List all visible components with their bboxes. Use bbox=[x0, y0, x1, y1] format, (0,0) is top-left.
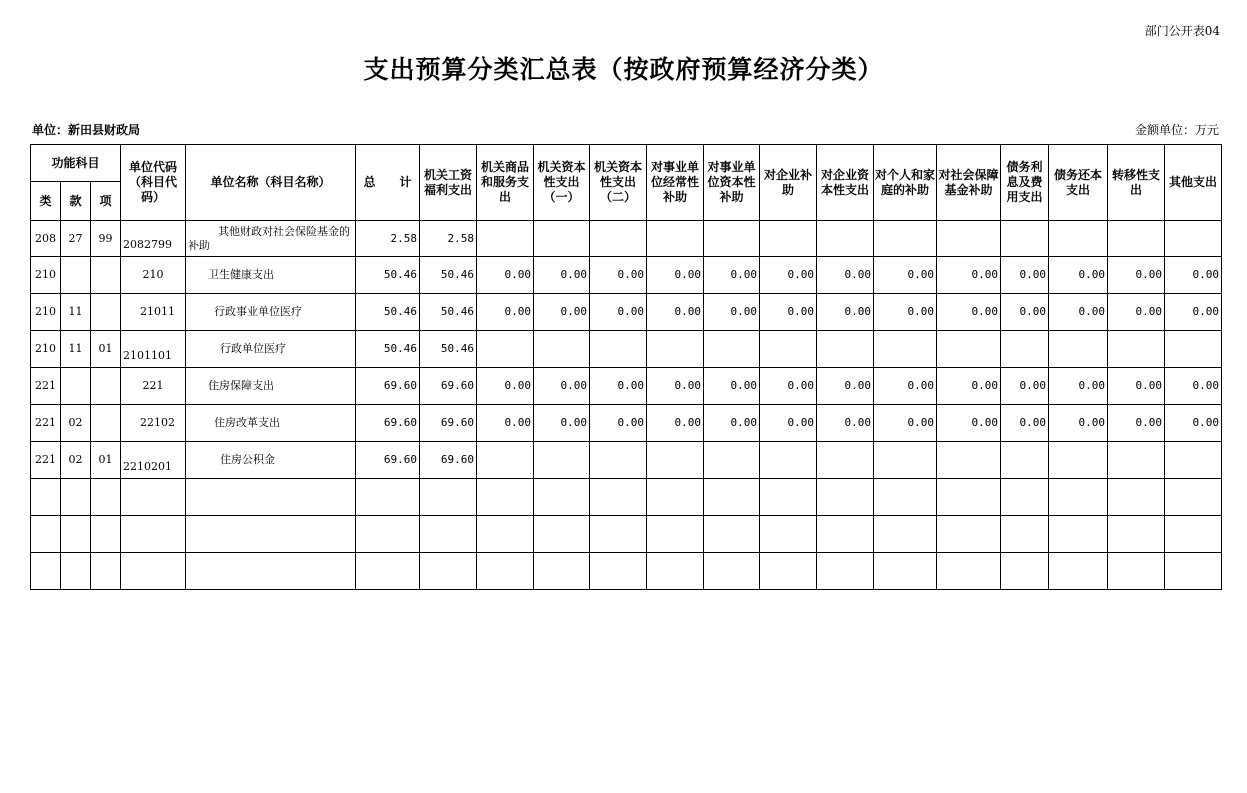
cell-code: 2101101 bbox=[121, 331, 186, 368]
cell-xiang: 01 bbox=[91, 331, 121, 368]
cell-c6: 0.00 bbox=[704, 294, 760, 331]
cell-c4: 0.00 bbox=[590, 405, 647, 442]
header-c5: 对事业单位经常性补助 bbox=[647, 145, 704, 221]
cell-c14 bbox=[1165, 442, 1222, 479]
cell-c14: 0.00 bbox=[1165, 368, 1222, 405]
cell-xiang: 01 bbox=[91, 442, 121, 479]
cell-c5 bbox=[647, 442, 704, 479]
cell-code: 22102 bbox=[121, 405, 186, 442]
header-kuan: 款 bbox=[61, 182, 91, 221]
header-total: 总 计 bbox=[356, 145, 420, 221]
cell-c12: 0.00 bbox=[1049, 257, 1108, 294]
cell-c8 bbox=[817, 221, 874, 257]
cell-total: 69.60 bbox=[356, 368, 420, 405]
cell-code: 2082799 bbox=[121, 221, 186, 257]
cell-c1: 69.60 bbox=[420, 405, 477, 442]
cell-c11: 0.00 bbox=[1001, 257, 1049, 294]
cell-xiang bbox=[91, 405, 121, 442]
cell-kuan: 02 bbox=[61, 442, 91, 479]
cell-c9 bbox=[874, 442, 937, 479]
cell-c4: 0.00 bbox=[590, 294, 647, 331]
cell-lei: 221 bbox=[31, 442, 61, 479]
cell-total: 69.60 bbox=[356, 442, 420, 479]
unit-label: 单位：新田县财政局 bbox=[32, 123, 141, 137]
header-c4: 机关资本性支出（二） bbox=[590, 145, 647, 221]
header-lei: 类 bbox=[31, 182, 61, 221]
cell-name-line2: 补助 bbox=[188, 238, 211, 252]
cell-c2: 0.00 bbox=[477, 405, 534, 442]
cell-c6 bbox=[704, 442, 760, 479]
cell-c11 bbox=[1001, 442, 1049, 479]
cell-kuan bbox=[61, 257, 91, 294]
cell-c1: 69.60 bbox=[420, 442, 477, 479]
cell-c3 bbox=[534, 442, 590, 479]
table-row-empty bbox=[31, 479, 1222, 516]
cell-c11 bbox=[1001, 221, 1049, 257]
cell-lei: 208 bbox=[31, 221, 61, 257]
table-row bbox=[31, 221, 1222, 257]
cell-name: 住房改革支出 bbox=[186, 405, 356, 442]
cell-c3: 0.00 bbox=[534, 294, 590, 331]
cell-total: 50.46 bbox=[356, 257, 420, 294]
cell-c12 bbox=[1049, 221, 1108, 257]
header-c9: 对个人和家庭的补助 bbox=[874, 145, 937, 221]
cell-xiang bbox=[91, 294, 121, 331]
cell-lei: 210 bbox=[31, 331, 61, 368]
header-unit-code: 单位代码（科目代码） bbox=[121, 145, 186, 221]
header-c7: 对企业补助 bbox=[760, 145, 817, 221]
cell-xiang bbox=[91, 368, 121, 405]
cell-c4: 0.00 bbox=[590, 368, 647, 405]
cell-name: 卫生健康支出 bbox=[186, 257, 356, 294]
cell-c13 bbox=[1108, 221, 1165, 257]
cell-name: 行政事业单位医疗 bbox=[186, 294, 356, 331]
cell-kuan: 11 bbox=[61, 294, 91, 331]
cell-c8: 0.00 bbox=[817, 294, 874, 331]
cell-c13 bbox=[1108, 442, 1165, 479]
cell-c8: 0.00 bbox=[817, 405, 874, 442]
cell-name: 住房保障支出 bbox=[186, 368, 356, 405]
table-row bbox=[31, 368, 1222, 405]
cell-c10: 0.00 bbox=[937, 294, 1001, 331]
cell-c8: 0.00 bbox=[817, 257, 874, 294]
cell-c8: 0.00 bbox=[817, 368, 874, 405]
cell-c14: 0.00 bbox=[1165, 294, 1222, 331]
cell-c9 bbox=[874, 331, 937, 368]
cell-c7: 0.00 bbox=[760, 257, 817, 294]
cell-code: 21011 bbox=[121, 294, 186, 331]
cell-total: 50.46 bbox=[356, 294, 420, 331]
cell-c5 bbox=[647, 331, 704, 368]
cell-xiang bbox=[91, 257, 121, 294]
cell-c7 bbox=[760, 221, 817, 257]
cell-c12 bbox=[1049, 442, 1108, 479]
cell-name bbox=[186, 221, 356, 257]
cell-c11 bbox=[1001, 331, 1049, 368]
cell-c6 bbox=[704, 221, 760, 257]
header-c14: 其他支出 bbox=[1165, 145, 1222, 221]
cell-lei: 210 bbox=[31, 257, 61, 294]
cell-c7: 0.00 bbox=[760, 368, 817, 405]
cell-c7: 0.00 bbox=[760, 405, 817, 442]
header-c1: 机关工资福利支出 bbox=[420, 145, 477, 221]
cell-c13: 0.00 bbox=[1108, 368, 1165, 405]
cell-c2 bbox=[477, 221, 534, 257]
header-c11: 债务利息及费用支出 bbox=[1001, 145, 1049, 221]
cell-kuan: 27 bbox=[61, 221, 91, 257]
cell-c1: 2.58 bbox=[420, 221, 477, 257]
page-title: 支出预算分类汇总表（按政府预算经济分类） bbox=[363, 55, 884, 84]
cell-c7 bbox=[760, 442, 817, 479]
table-row bbox=[31, 257, 1222, 294]
cell-c6: 0.00 bbox=[704, 257, 760, 294]
cell-kuan: 02 bbox=[61, 405, 91, 442]
cell-c2: 0.00 bbox=[477, 257, 534, 294]
cell-c10 bbox=[937, 221, 1001, 257]
cell-c10: 0.00 bbox=[937, 405, 1001, 442]
cell-c14: 0.00 bbox=[1165, 257, 1222, 294]
cell-c11: 0.00 bbox=[1001, 368, 1049, 405]
cell-c9: 0.00 bbox=[874, 257, 937, 294]
header-c13: 转移性支出 bbox=[1108, 145, 1165, 221]
header-func-subject: 功能科目 bbox=[31, 145, 121, 182]
cell-c11: 0.00 bbox=[1001, 405, 1049, 442]
cell-c7 bbox=[760, 331, 817, 368]
cell-c10 bbox=[937, 331, 1001, 368]
table-row-empty bbox=[31, 516, 1222, 553]
table-row-empty bbox=[31, 553, 1222, 590]
cell-c4: 0.00 bbox=[590, 257, 647, 294]
cell-lei: 210 bbox=[31, 294, 61, 331]
cell-c4 bbox=[590, 221, 647, 257]
cell-c12: 0.00 bbox=[1049, 294, 1108, 331]
cell-total: 69.60 bbox=[356, 405, 420, 442]
cell-c14 bbox=[1165, 331, 1222, 368]
header-c3: 机关资本性支出（一） bbox=[534, 145, 590, 221]
cell-c14 bbox=[1165, 221, 1222, 257]
cell-c14: 0.00 bbox=[1165, 405, 1222, 442]
header-c10: 对社会保障基金补助 bbox=[937, 145, 1001, 221]
amount-unit-label: 金额单位：万元 bbox=[1134, 123, 1219, 137]
header-c8: 对企业资本性支出 bbox=[817, 145, 874, 221]
cell-c1: 50.46 bbox=[420, 294, 477, 331]
header-xiang: 项 bbox=[91, 182, 121, 221]
table-row bbox=[31, 331, 1222, 368]
cell-c4 bbox=[590, 442, 647, 479]
header-c2: 机关商品和服务支出 bbox=[477, 145, 534, 221]
cell-c3: 0.00 bbox=[534, 257, 590, 294]
cell-name: 住房公积金 bbox=[186, 442, 356, 479]
cell-code: 221 bbox=[121, 368, 186, 405]
cell-c1: 50.46 bbox=[420, 331, 477, 368]
cell-c12 bbox=[1049, 331, 1108, 368]
budget-table bbox=[30, 144, 1222, 590]
cell-code: 210 bbox=[121, 257, 186, 294]
cell-c6 bbox=[704, 331, 760, 368]
form-code: 部门公开表04 bbox=[1144, 24, 1220, 38]
table-body bbox=[31, 221, 1222, 590]
cell-c13: 0.00 bbox=[1108, 294, 1165, 331]
cell-c9: 0.00 bbox=[874, 368, 937, 405]
header-unit-name: 单位名称（科目名称） bbox=[186, 145, 356, 221]
cell-c7: 0.00 bbox=[760, 294, 817, 331]
table-row bbox=[31, 294, 1222, 331]
cell-total: 2.58 bbox=[356, 221, 420, 257]
cell-c9: 0.00 bbox=[874, 294, 937, 331]
table-row bbox=[31, 405, 1222, 442]
cell-c6: 0.00 bbox=[704, 368, 760, 405]
cell-c2: 0.00 bbox=[477, 368, 534, 405]
header-c6: 对事业单位资本性补助 bbox=[704, 145, 760, 221]
cell-kuan bbox=[61, 368, 91, 405]
cell-c12: 0.00 bbox=[1049, 405, 1108, 442]
cell-xiang: 99 bbox=[91, 221, 121, 257]
cell-c3: 0.00 bbox=[534, 405, 590, 442]
cell-c3 bbox=[534, 331, 590, 368]
cell-lei: 221 bbox=[31, 368, 61, 405]
cell-kuan: 11 bbox=[61, 331, 91, 368]
cell-c11: 0.00 bbox=[1001, 294, 1049, 331]
cell-c13: 0.00 bbox=[1108, 405, 1165, 442]
cell-name-line1: 其他财政对社会保险基金的 bbox=[218, 224, 351, 238]
cell-c10 bbox=[937, 442, 1001, 479]
cell-c4 bbox=[590, 331, 647, 368]
cell-c1: 50.46 bbox=[420, 257, 477, 294]
cell-c1: 69.60 bbox=[420, 368, 477, 405]
cell-c10: 0.00 bbox=[937, 257, 1001, 294]
cell-c2: 0.00 bbox=[477, 294, 534, 331]
cell-c6: 0.00 bbox=[704, 405, 760, 442]
header-c12: 债务还本支出 bbox=[1049, 145, 1108, 221]
cell-c13 bbox=[1108, 331, 1165, 368]
table-header bbox=[31, 145, 1222, 221]
cell-c5: 0.00 bbox=[647, 405, 704, 442]
cell-c5 bbox=[647, 221, 704, 257]
cell-c8 bbox=[817, 331, 874, 368]
cell-lei: 221 bbox=[31, 405, 61, 442]
cell-c12: 0.00 bbox=[1049, 368, 1108, 405]
cell-c3 bbox=[534, 221, 590, 257]
cell-name: 行政单位医疗 bbox=[186, 331, 356, 368]
cell-c9 bbox=[874, 221, 937, 257]
cell-c2 bbox=[477, 331, 534, 368]
cell-c5: 0.00 bbox=[647, 368, 704, 405]
cell-total: 50.46 bbox=[356, 331, 420, 368]
cell-c13: 0.00 bbox=[1108, 257, 1165, 294]
cell-c5: 0.00 bbox=[647, 257, 704, 294]
cell-c8 bbox=[817, 442, 874, 479]
cell-c5: 0.00 bbox=[647, 294, 704, 331]
cell-code: 2210201 bbox=[121, 442, 186, 479]
cell-c10: 0.00 bbox=[937, 368, 1001, 405]
table-row bbox=[31, 442, 1222, 479]
cell-c2 bbox=[477, 442, 534, 479]
cell-c9: 0.00 bbox=[874, 405, 937, 442]
cell-c3: 0.00 bbox=[534, 368, 590, 405]
